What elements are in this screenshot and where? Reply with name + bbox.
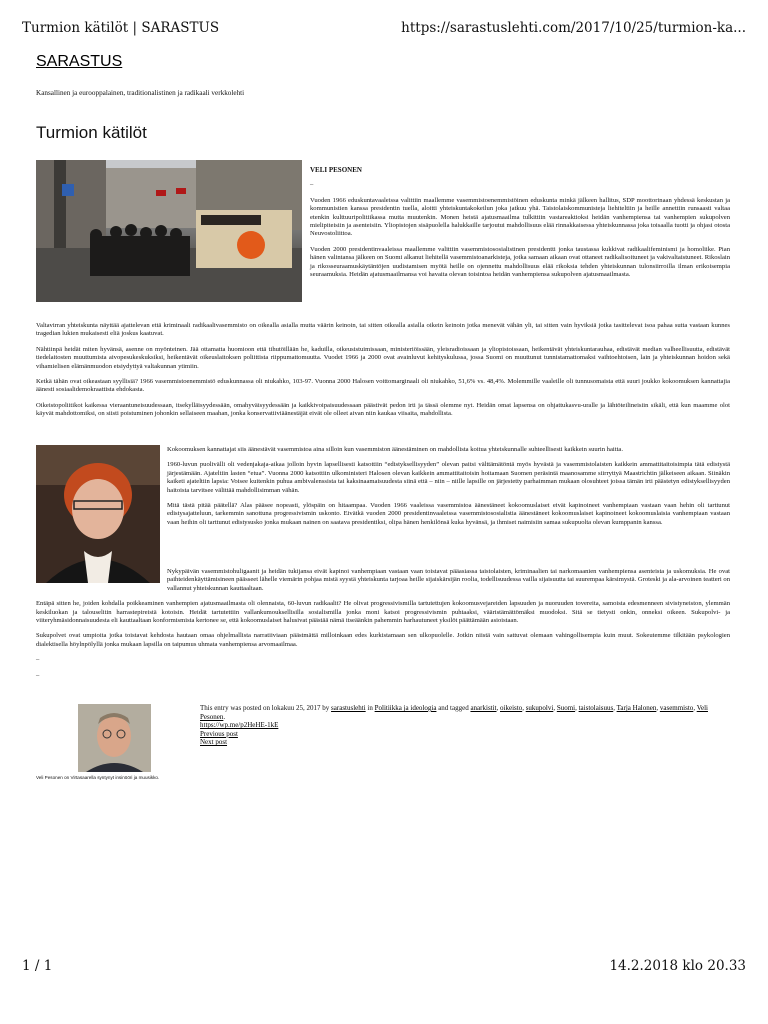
paragraph-4: Nähtiinpä heidät miten hyvänsä, asenne on myönteinen. Jää ottamatta huomioon että tihutöillään he, kaduilla, oikeusistuimissaan, ministeriöissään, yleisradioissaan ja yliopistoissaan, heikentävät yhteiskuntarauhaa, edistävät median valheellisuutta, edistävät tiedelaitosten muuttumista aivopesukeskuksiksi, heikentävät oikeuslaitoksen poliittista riippumattomuutta. Vuodet 1966 ja 2000 ovat avainluvut kehityskulussa, jossa Suomi on muuttunut tunnistamattomaksi vaihtoehtoisen, lain ja yhteiskunnan hoidon sekä vihamielisen elämänmuodon etsiydyttyä valtakunnan ytimiin.	[36, 345, 730, 370]
tag-link[interactable]: Tarja Halonen	[616, 704, 657, 712]
author-photo-art	[78, 704, 151, 772]
print-header	[22, 20, 746, 40]
tag-link[interactable]: vasemmisto	[659, 704, 694, 712]
site-title-link[interactable]: SARASTUS	[36, 53, 123, 70]
print-timestamp: 14.2.2018 klo 20.33	[609, 958, 746, 974]
print-footer	[22, 958, 746, 978]
portrait-photo	[36, 445, 160, 583]
end-dash-2: –	[36, 671, 40, 679]
previous-post-link[interactable]: Previous post	[200, 729, 238, 738]
article-title: Turmion kätilöt	[36, 123, 147, 142]
intro-dash: –	[310, 181, 314, 189]
in-text: in	[367, 704, 373, 712]
print-page-title: Turmion kätilöt | SARASTUS	[22, 20, 220, 36]
category-link[interactable]: Politiikka ja ideologia	[374, 704, 437, 712]
paragraph-10: Nykypäivän vasemmistohuligaanit ja heidän tukijansa eivät kapinoi vanhempiaan vastaan vaan toistavat pääasiassa taistolaisten, kriminaalien tai narkomaanien vanhempiensa asenteista ja uskomuksia. He ovat paihteidenkäyttämisineen päässeet lähelle viemärin pohjaa mistä syystä yhteiskunta tarjoaa heille sijaiskärsijän roolia, todellisuudessa vailla sijaisuutta tai suurempaa kärsimystä. Groteski ja ala-arvoinen teatteri on vallannut yhteiskunnan kauttaaltaan.	[167, 568, 730, 592]
end-dash-1: –	[36, 656, 40, 664]
author-link[interactable]: sarastuslehti	[331, 704, 366, 712]
tag-link[interactable]: anarkistit	[470, 704, 497, 712]
page-number: 1 / 1	[22, 958, 53, 974]
demonstration-photo-art	[36, 160, 302, 302]
shortlink[interactable]: https://wp.me/p2HeHE-1kE	[200, 721, 279, 729]
article-body-1	[36, 322, 730, 426]
posted-text: This entry was posted on lokakuu 25, 2017 by	[200, 704, 330, 712]
portrait-photo-art	[36, 445, 160, 583]
print-url: https://sarastuslehti.com/2017/10/25/turmion-ka...	[401, 20, 746, 36]
tag-link[interactable]: Suomi	[556, 704, 576, 712]
tagged-text: and tagged	[438, 704, 469, 712]
tag-link[interactable]: taistolaisuus	[578, 704, 614, 712]
author-caption: Veli Pesonen on Virtasaarella syntynyt insinööri ja muusikko.	[36, 775, 160, 780]
next-post-link[interactable]: Next post	[200, 738, 228, 746]
article-intro	[310, 166, 730, 286]
site-tagline: Kansallinen ja eurooppalainen, traditionalistinen ja radikaali verkkolehti	[36, 89, 245, 97]
paragraph-11: Entäpä sitten he, joiden kohdalla poikkeaminen vanhempien ajatusmaailmasta oli olennaista, 60-luvun radikaalit? He olivat progressivismilla tartutettujen kokoomusvejareiden lapsuuden ja nuoruuden tovereita, samoista edesmenneen sivistyneiston, ylemmän keskiluokan ja talouselitin harrastepireistä kotoisin. Heidät tartutettiin vallankumouksellisilla sosialismilla jonka moni katsoi progressivismin puhtaaksi, vääristämättömäksi muodoksi. Sitä se tietysti onkin, onneksi oikeen. Sukupolvi- ja viiteryhmäsidonnaisuudesta eli kauttaaltaan konformismista kertonee se, että kokoomuslaiset halusivat päästää nämä itseäänkin pahemmin harhautuneet yksilöt päättämään asioistaan.	[36, 600, 730, 625]
article-body-3	[36, 568, 730, 687]
paragraph-12: Sukupolvet ovat umpioita jotka toistavat kehdosta hautaan omaa ohjelmallista narratiiviaan päästmättä milloinkaan edes kurkistamaan sen ulkopuolelle. Jotkin niistä vain sattuvat olemaan vahingollisempia kuin muut. Sokeutemme tilkitään psykologien dialektisella höylnpölyllä jonka mukaan lapsilla on taipumus uhmata vanhempiensa arvomaailmaa.	[36, 632, 730, 648]
tag-link[interactable]: sukupolvi	[525, 704, 554, 712]
tag-link[interactable]: oikeisto	[500, 704, 523, 712]
paragraph-3: Valtavirran yhteiskunta näyttää ajattelevan että kriminaali radikaalivasemmisto on oikealla asialla mutta väärin keinoin, tai sitten oikealla asialla oikein keinoin jotka menevät vähän yli, tai sitten vain hyviksiä jotka tasittelevat isoa pahaa sutta vastaan kunnes tragedian lukien mukaisesti eliä joskus kaatuvat.	[36, 322, 730, 338]
paragraph-8: 1960-luvun puolivälli oli vedenjakaja-aikaa jolloin hyvin lapsellisesti katsottiin “edistyksellisyyden” olevan paitsi välttämätöntä myös hyvästä ja vasemmistolaisten kaikkein ammattitaitoisimpia tätä edistystä järjestämään. Ajateltiin lasten “etua”. Vuonna 2000 katsottiin ulkoministeri Halosen olevan kaikkein ammattitaitoisin hoitamaan Suomen peräsintä maanosamme siirryttyä Maastrichtin jälkeiseen aikaan. Siinäkin kaiketi ajateltiin lapsia: Voisee kuitenkin puhua ambivalenssista tai kaksinaamaisuudesta siinä että – niin – niille lapsille on järjestetty parhaimman mukaan olosuhteet joissa tämän irti päästetyn edistyksellisyyden haitoista tarvitsee välittää mahdollisimman vähän.	[167, 461, 730, 494]
author-photo	[78, 704, 151, 772]
article-author: VELI PESONEN	[310, 166, 362, 174]
paragraph-7: Kokoomuksen kannattajat siis äänestävät vasemmistoa aina silloin kun vasemmiston äänestäminen on mahdollista koitua yhteiskunnalle suhteellisesti kaikkein suurin haitta.	[167, 446, 623, 453]
demonstration-photo	[36, 160, 302, 302]
paragraph-5: Ketkä tähän ovat oikeastaan syyllisiä? 1966 vasemmistoenemmistö eduskunnassa oli niukahko, 103-97. Vuonna 2000 Halosen voittomarginaali oli niukahko, 51,6% vs. 48,4%. Molemmille vaaleille oli tunnusomaista että suuri joukko kokoomuksen kannattajia äänesti sosiaalidemokraattista ehdokasta.	[36, 378, 730, 394]
paragraph-2: Vuoden 2000 presidentinvaaleissa maallemme valittiin vasemmistososialistinen presidentti jonka taustassa kukkivat radikaalifeminismi ja homoliike. Pian hänen valintansa jälkeen on Suomi alkanut liehitellä vasemmistoanarkisteja, jotka samaan aikaan ovat ottaneet radikalisoituneet ja vakivaltaistuneet. Rikoslain ja rikosseuraamuskäytäntöjen uudistamisen myötä heille on ojennettu mahdollisuus elää rikoksia tehden yhteiskunnan tulonsiirroilla ilman erikoisempia seuraamuksia. Heidän ajatusmaailmansa voi havaita olevan toisintoa heidän vanhempiensa sukupolven ajatusmaailmasta.	[310, 245, 730, 279]
paragraph-9: Mitä tästä pitää päätellä? Alas pääsee nopeasti, ylöspäin on hitaampaa. Vuoden 1966 vaaleissa vasemmistoa äänestäneet kokoomuslaiset eivät kapinoineet vanhempiaan vastaan vaan hehin oli tarttunut edistysajatteluun, tarkemmin sanottuna progressivismin uskonto. Eivätkä vuoden 2000 presidentinvaaleissa vasemmistososialistia äänestäneet kokoomuslaiset kapinoineet kokoomuslaisia vanhempiaan vastaan vaan heihin oli tarttunut edistysusko jonka mukaan nainen on saatava presidentiksi, olipa hänen henkilönsä kuka hyvänsä, ja ihmiset naimisiin samaa sukupuolta olevan kumppanin kanssa.	[167, 502, 730, 526]
paragraph-6: Oikeistopoliitikot kaikessa vieraantuneisuudessaan, itsekylläisyydessään, omahyväisyydessään ja kaikkivoipaisuudessaan päästivät pedon irti ja tässä olemme nyt. Heidän omat lapsensa on ohjattukasvu-uralle ja lähtöteilineisiin sikäli, että kun maamme olot käyvät mahdottomiksi, on siisti poistuminen johonkin sellaiseen maahan, jonka konservatiiviäänestäjät eivät ole olleet aivan niin kaukaa viisaita, mahdollista.	[36, 401, 730, 418]
tag-link[interactable]: Veli Pesonen	[200, 704, 708, 721]
paragraph-1: Vuoden 1966 eduskuntavaaleissa valittiin maallemme vasemmistoenemmistöinen eduskunta minkä jälkeen hallitus, SDP moottorinaan yhdessä keskustan ja kommunistien kanssa presidentin tuella, aloitti yhteiskuntakokeilun joka jatkuu yhä. Taistolaiskommunisteja liehiteltiin ja heille annettiin runsaasti valtaa etenkin kulttuuripolitiikassa mutta muutenkin. Monen heistä ajatusmaailma tulkittiin vastareaktioksi heidän vanhempiensa tai vanhempien sukupolven mielipiteisiin ja asenteisiin. Yliopistojen sisäpuolella halukkaille tarjoutui mahdollisuus elää rinnakkaisessa yhteiskunnassa joka toisaalla tuotti ja ohjasi otosta Neuvostoliittoa.	[310, 196, 730, 238]
article-body-2	[167, 446, 730, 534]
post-meta: This entry was posted on lokakuu 25, 2017 by sarastuslehti in Politiikka ja ideologia and tagged anarkistit, oikeisto, sukupolvi, Suomi, taistolaisuus, Tarja Halonen, vasemmisto, Veli Pesonen. https://wp.me/p2HeHE-1kE Previous post Next post	[200, 704, 708, 746]
